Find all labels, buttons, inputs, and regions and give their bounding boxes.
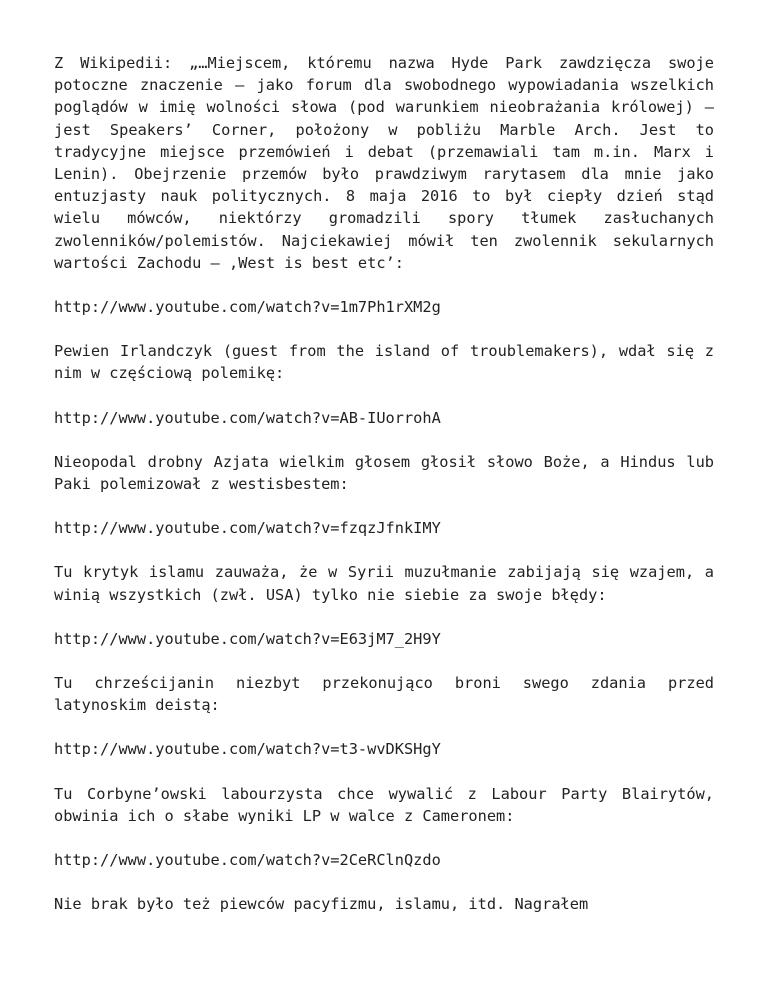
- paragraph-asian: Nieopodal drobny Azjata wielkim głosem głosił słowo Boże, a Hindus lub Paki polemizował z westisbestem:: [54, 452, 714, 494]
- paragraph-closing: Nie brak było też piewców pacyfizmu, islamu, itd. Nagrałem: [54, 895, 589, 914]
- paragraph-christian: Tu chrześcijanin niezbyt przekonująco broni swego zdania przed latynoskim deistą:: [54, 674, 714, 715]
- paragraph-irish: Pewien Irlandczyk (guest from the island of troublemakers), wdał się z nim w częściową polemikę:: [54, 342, 714, 383]
- video-link-1[interactable]: http://www.youtube.com/watch?v=1m7Ph1rXM2g: [54, 298, 441, 317]
- video-link-4[interactable]: http://www.youtube.com/watch?v=E63jM7_2H9Y: [54, 629, 441, 648]
- video-link-2[interactable]: http://www.youtube.com/watch?v=AB-IUorrohA: [54, 408, 441, 427]
- paragraph-intro: Z Wikipedii: „…Miejscem, któremu nazwa Hyde Park zawdzięcza swoje potoczne znaczenie – jako forum dla swobodnego wypowiadania wszelkich poglądów w imię wolności słowa (pod warunkiem nieobrażania królowej) – jest Speakers’ Corner, położony w pobliżu Marble Arch. Jest to tradycyjne miejsce przemówień i debat (przemawiali tam m.in. Marx i Lenin). Obejrzenie przemów było prawdziwym rarytasem dla mnie jako entuzjasty nauk politycznych. 8 maja 2016 to był ciepły dzień stąd wielu mówców, niektórzy gromadzili spory tłumek zasłuchanych zwolenników/polemistów. Najciekawiej mówił ten zwolennik sekularnych wartości Zachodu – ‚West is best etc’:: [54, 54, 714, 272]
- video-link-5[interactable]: http://www.youtube.com/watch?v=t3-wvDKSHgY: [54, 740, 441, 759]
- video-link-3[interactable]: http://www.youtube.com/watch?v=fzqzJfnkIMY: [54, 519, 441, 538]
- paragraph-labour: Tu Corbyne’owski labourzysta chce wywalić z Labour Party Blairytów, obwinia ich o słabe wyniki LP w walce z Cameronem:: [54, 784, 714, 825]
- paragraph-islam-critic: Tu krytyk islamu zauważa, że w Syrii muzułmanie zabijają się wzajem, a winią wszystkich (zwł. USA) tylko nie siebie za swoje błędy:: [54, 563, 714, 604]
- video-link-6[interactable]: http://www.youtube.com/watch?v=2CeRClnQzdo: [54, 851, 441, 870]
